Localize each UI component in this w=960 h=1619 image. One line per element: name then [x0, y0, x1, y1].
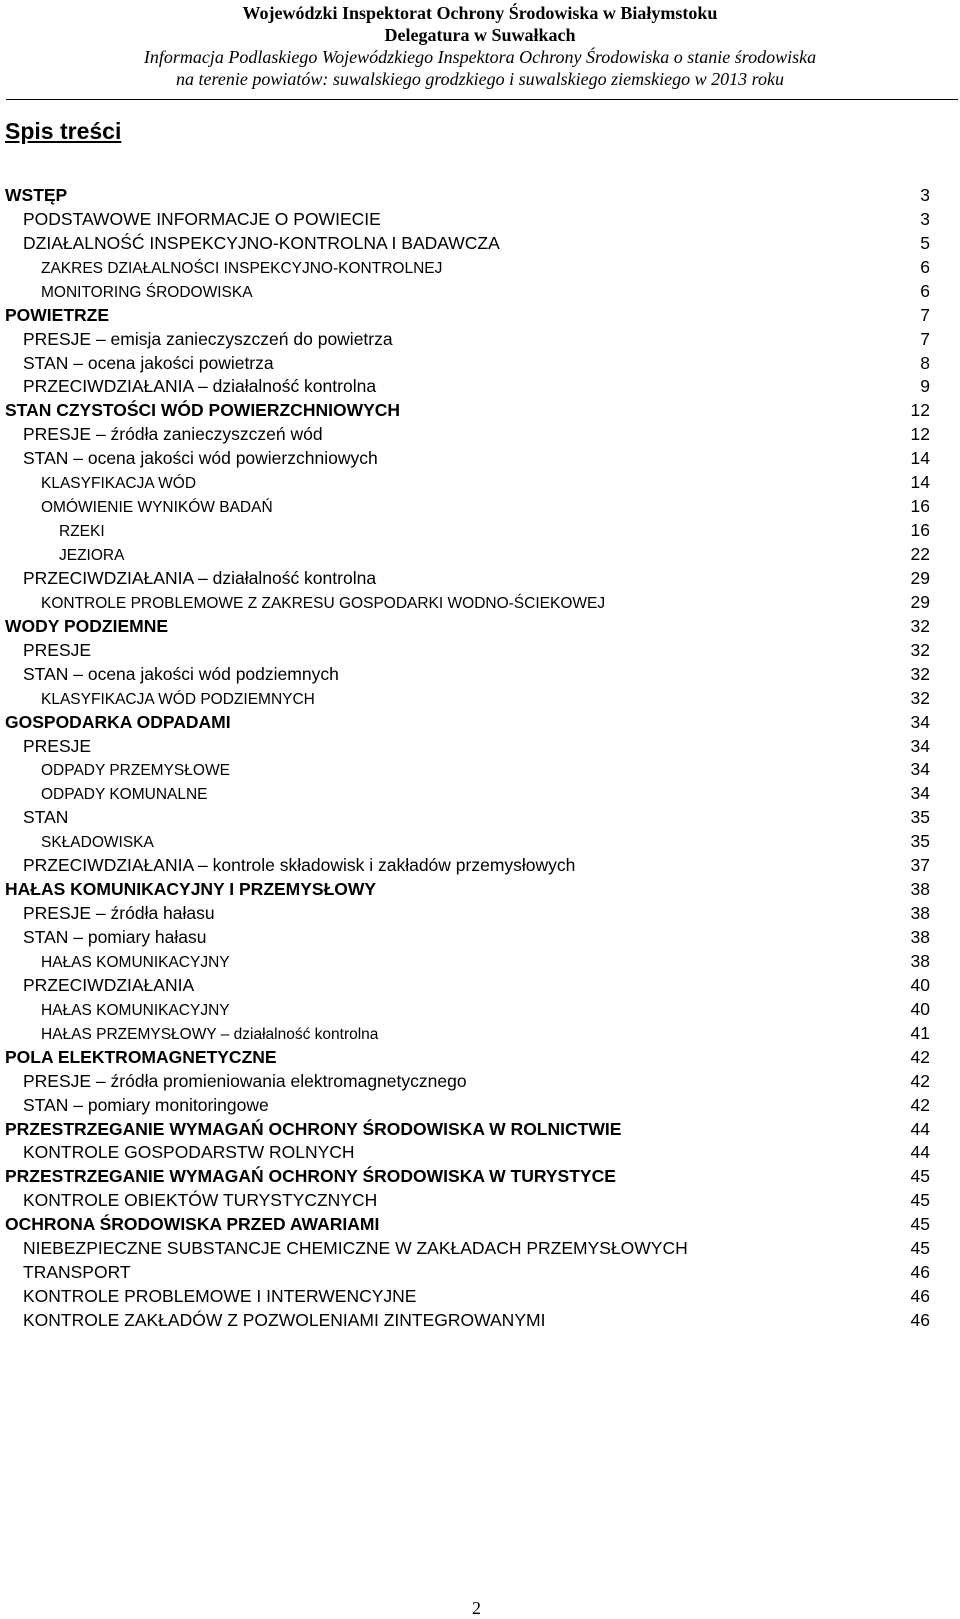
toc-entry-page: 5	[920, 232, 930, 253]
toc-entry[interactable]	[0, 592, 960, 616]
toc-entry-page: 38	[910, 879, 930, 900]
toc-entry[interactable]	[0, 1119, 960, 1143]
toc-entry-page: 32	[910, 687, 930, 708]
toc-entry-title: KONTROLE GOSPODARSTW ROLNYCH	[23, 1142, 355, 1163]
toc-entry-page: 42	[910, 1070, 930, 1091]
toc-entry[interactable]	[0, 1214, 960, 1238]
toc-entry[interactable]	[0, 400, 960, 424]
toc-entry-title: STAN – ocena jakości wód powierzchniowych	[23, 448, 378, 469]
toc-entry-title: PODSTAWOWE INFORMACJE O POWIECIE	[23, 208, 381, 229]
toc-entry-title: ODPADY KOMUNALNE	[41, 786, 208, 804]
toc-entry-title: PRZECIWDZIAŁANIA – kontrole składowisk i zakładów przemysłowych	[23, 855, 576, 876]
toc-entry-page: 42	[910, 1046, 930, 1067]
toc-entry-title: JEZIORA	[59, 547, 125, 564]
header-institution: Wojewódzki Inspektorat Ochrony Środowiska w Białymstoku	[242, 3, 718, 23]
toc-entry-title: ODPADY PRZEMYSŁOWE	[41, 762, 230, 780]
toc-entry-title: SKŁADOWISKA	[41, 834, 154, 852]
toc-entry-page: 46	[910, 1262, 930, 1283]
toc-entry-page: 35	[910, 831, 930, 852]
toc-entry[interactable]	[0, 760, 960, 784]
toc-entry-title: PRESJE – źródła hałasu	[23, 903, 215, 924]
toc-entry-title: PRZESTRZEGANIE WYMAGAŃ OCHRONY ŚRODOWISKA W ROLNICTWIE	[5, 1118, 622, 1139]
toc-entry-page: 34	[910, 735, 930, 756]
toc-entry-page: 34	[910, 711, 930, 732]
toc-entry[interactable]	[0, 329, 960, 353]
toc-entry-title: WSTĘP	[5, 184, 68, 205]
toc-entry[interactable]	[0, 472, 960, 496]
toc-entry-title: PRESJE	[23, 639, 92, 660]
toc-entry-title: PRZECIWDZIAŁANIA – działalność kontrolna	[23, 376, 377, 397]
toc-entry-page: 38	[910, 950, 930, 971]
toc-entry[interactable]	[0, 616, 960, 640]
toc-entry-title: POLA ELEKTROMAGNETYCZNE	[5, 1046, 277, 1067]
toc-entry[interactable]	[0, 209, 960, 233]
page-header	[0, 2, 960, 90]
toc-entry[interactable]	[0, 1238, 960, 1262]
toc-entry-title: WODY PODZIEMNE	[5, 615, 169, 636]
toc-entry-page: 44	[910, 1142, 930, 1163]
toc-entry[interactable]	[0, 1023, 960, 1047]
toc-entry-title: HAŁAS KOMUNIKACYJNY	[41, 953, 230, 971]
toc-entry-page: 40	[910, 974, 930, 995]
toc-entry-title: OCHRONA ŚRODOWISKA PRZED AWARIAMI	[5, 1214, 380, 1235]
header-report-title: Informacja Podlaskiego Wojewódzkiego Inspektora Ochrony Środowiska o stanie środowiska	[143, 47, 817, 67]
toc-entry[interactable]	[0, 1071, 960, 1095]
toc-entry[interactable]	[0, 807, 960, 831]
toc-entry-page: 8	[920, 352, 930, 373]
toc-entry-page: 44	[910, 1118, 930, 1139]
toc-entry-title: PRESJE – źródła promieniowania elektromagnetycznego	[23, 1070, 467, 1091]
toc-entry-page: 46	[910, 1286, 930, 1307]
toc-entry-title: KONTROLE ZAKŁADÓW Z POZWOLENIAMI ZINTEGROWANYMI	[23, 1310, 546, 1330]
toc-entry-title: STAN – pomiary hałasu	[23, 927, 207, 947]
toc-entry-page: 46	[910, 1310, 930, 1330]
toc-entry[interactable]	[0, 1143, 960, 1167]
toc-entry-page: 14	[910, 448, 930, 469]
toc-entry-title: PRESJE	[23, 735, 92, 756]
toc-entry[interactable]	[0, 1095, 960, 1119]
toc-entry[interactable]	[0, 975, 960, 999]
toc-entry-title: PRZECIWDZIAŁANIA	[23, 974, 195, 995]
toc-entry-page: 35	[910, 807, 930, 828]
toc-entry-page: 32	[910, 615, 930, 636]
toc-entry[interactable]	[0, 664, 960, 688]
toc-entry-title: PRZECIWDZIAŁANIA – działalność kontrolna	[23, 567, 377, 588]
toc-entry[interactable]	[0, 999, 960, 1023]
toc-entry-title: MONITORING ŚRODOWISKA	[41, 283, 253, 301]
toc-entry-page: 3	[920, 208, 930, 229]
toc-entry-title: KONTROLE OBIEKTÓW TURYSTYCZNYCH	[23, 1190, 378, 1211]
toc-entry[interactable]	[0, 640, 960, 664]
toc-entry[interactable]	[0, 712, 960, 736]
toc-entry-page: 42	[910, 1094, 930, 1115]
toc-entry[interactable]	[0, 879, 960, 903]
toc-entry-title: NIEBEZPIECZNE SUBSTANCJE CHEMICZNE W ZAKŁADACH PRZEMYSŁOWYCH	[23, 1238, 688, 1259]
toc-entry-title: KLASYFIKACJA WÓD	[41, 475, 197, 493]
toc-entry[interactable]	[0, 1190, 960, 1214]
toc-entry[interactable]	[0, 1310, 960, 1334]
toc-title: Spis treści	[5, 118, 122, 144]
toc-entry[interactable]	[0, 1166, 960, 1190]
toc-entry-page: 12	[910, 400, 930, 421]
toc-entry[interactable]	[0, 281, 960, 305]
toc-entry-title: STAN CZYSTOŚCI WÓD POWIERZCHNIOWYCH	[5, 400, 401, 421]
toc-entry-page: 16	[910, 496, 930, 517]
toc-entry-page: 7	[920, 328, 930, 349]
toc-entry-page: 45	[910, 1214, 930, 1235]
toc-entry-page: 45	[910, 1166, 930, 1187]
toc-entry-title: DZIAŁALNOŚĆ INSPEKCYJNO-KONTROLNA I BADAWCZA	[23, 232, 500, 253]
toc-entry-title: STAN	[23, 807, 69, 828]
toc-entry[interactable]	[0, 257, 960, 281]
header-divider	[6, 99, 958, 100]
toc-entry-title: ZAKRES DZIAŁALNOŚCI INSPEKCYJNO-KONTROLNEJ	[41, 259, 443, 277]
toc-entry[interactable]	[0, 927, 960, 951]
toc-entry[interactable]	[0, 353, 960, 377]
toc-entry[interactable]	[0, 377, 960, 401]
toc-entry[interactable]	[0, 783, 960, 807]
toc-entry-page: 29	[910, 567, 930, 588]
toc-entry-title: PRESJE – źródła zanieczyszczeń wód	[23, 424, 323, 445]
toc-entry-page: 29	[910, 591, 930, 612]
toc-entry-page: 38	[910, 903, 930, 924]
header-report-subtitle: na terenie powiatów: suwalskiego grodzkiego i suwalskiego ziemskiego w 2013 roku	[176, 69, 784, 89]
toc-entry-title: PRZESTRZEGANIE WYMAGAŃ OCHRONY ŚRODOWISKA W TURYSTYCE	[5, 1166, 616, 1187]
header-branch: Delegatura w Suwałkach	[384, 25, 576, 45]
toc-entry-title: STAN – pomiary monitoringowe	[23, 1094, 269, 1115]
toc-entry-page: 34	[910, 759, 930, 780]
toc-entry-page: 37	[910, 855, 930, 876]
toc-entry-page: 14	[910, 472, 930, 493]
toc-entry[interactable]	[0, 448, 960, 472]
toc-entry-title: TRANSPORT	[23, 1262, 131, 1283]
toc-entry[interactable]	[0, 1262, 960, 1286]
toc-entry[interactable]	[0, 1047, 960, 1071]
toc-entry-page: 22	[910, 544, 930, 564]
toc-entry[interactable]	[0, 855, 960, 879]
toc-entry[interactable]	[0, 544, 960, 568]
toc-entry-title: GOSPODARKA ODPADAMI	[5, 711, 231, 732]
toc-entry[interactable]	[0, 736, 960, 760]
toc-entry-page: 12	[910, 424, 930, 445]
toc-entry-page: 9	[920, 376, 930, 397]
toc-entry[interactable]	[0, 520, 960, 544]
toc-entry-title: OMÓWIENIE WYNIKÓW BADAŃ	[41, 499, 273, 517]
toc-entry-page: 6	[920, 280, 930, 301]
toc-entry[interactable]	[0, 903, 960, 927]
toc-entry[interactable]	[0, 568, 960, 592]
toc-entry[interactable]	[0, 831, 960, 855]
page-number: 2	[472, 1598, 481, 1618]
toc-entry[interactable]	[0, 496, 960, 520]
toc-entry[interactable]	[0, 305, 960, 329]
toc-entry-title: STAN – ocena jakości powietrza	[23, 352, 274, 373]
toc-entry-page: 7	[920, 304, 930, 325]
toc-entry-title: PRESJE – emisja zanieczyszczeń do powietrza	[23, 328, 393, 349]
toc-entry-title: RZEKI	[59, 523, 105, 541]
toc-entry[interactable]	[0, 424, 960, 448]
toc-entry[interactable]	[0, 1286, 960, 1310]
toc-entry-page: 45	[910, 1190, 930, 1211]
toc-entry-page: 40	[910, 998, 930, 1019]
toc-entry-page: 32	[910, 639, 930, 660]
toc-entry-title: HAŁAS PRZEMYSŁOWY – działalność kontrolna	[41, 1025, 379, 1043]
toc-entry-page: 38	[910, 927, 930, 947]
toc-entry-title: STAN – ocena jakości wód podziemnych	[23, 663, 339, 684]
toc-entry-page: 41	[910, 1022, 930, 1043]
toc-entry-page: 3	[920, 184, 930, 205]
toc-entry-page: 6	[920, 256, 930, 277]
toc-entry-title: HAŁAS KOMUNIKACYJNY I PRZEMYSŁOWY	[5, 879, 377, 900]
toc-entry-title: HAŁAS KOMUNIKACYJNY	[41, 1001, 230, 1019]
toc-entry-title: KONTROLE PROBLEMOWE I INTERWENCYJNE	[23, 1286, 417, 1307]
toc-entry[interactable]	[0, 688, 960, 712]
table-of-contents	[0, 185, 960, 1334]
toc-entry[interactable]	[0, 951, 960, 975]
toc-entry-title: POWIETRZE	[5, 304, 110, 325]
toc-entry-page: 32	[910, 663, 930, 684]
toc-entry-title: KONTROLE PROBLEMOWE Z ZAKRESU GOSPODARKI WODNO-ŚCIEKOWEJ	[41, 594, 606, 612]
toc-entry-page: 45	[910, 1238, 930, 1259]
toc-entry[interactable]	[0, 233, 960, 257]
toc-entry-page: 34	[910, 783, 930, 804]
toc-entry[interactable]	[0, 185, 960, 209]
toc-entry-page: 16	[910, 520, 930, 541]
toc-entry-title: KLASYFIKACJA WÓD PODZIEMNYCH	[41, 690, 315, 708]
